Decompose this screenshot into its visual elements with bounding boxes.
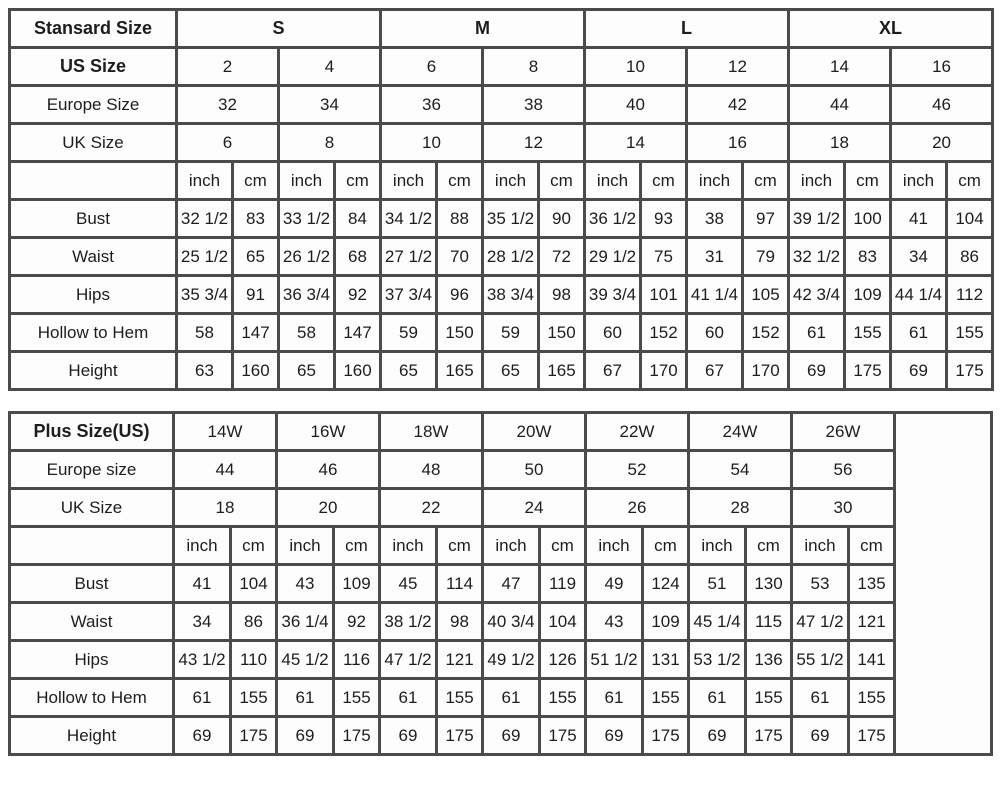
value-cell: cm	[437, 162, 483, 200]
value-cell: 16	[687, 124, 789, 162]
value-cell: cm	[437, 527, 483, 565]
row-label: Height	[10, 717, 174, 755]
value-cell: 65	[483, 352, 539, 390]
value-cell: 126	[540, 641, 586, 679]
corner-empty-cell	[10, 527, 174, 565]
value-cell: 61	[891, 314, 947, 352]
value-cell: 93	[641, 200, 687, 238]
value-cell: 119	[540, 565, 586, 603]
value-cell: 27 1/2	[381, 238, 437, 276]
value-cell: 16W	[277, 413, 380, 451]
value-cell: 97	[743, 200, 789, 238]
value-cell: 104	[947, 200, 993, 238]
value-cell: 60	[687, 314, 743, 352]
value-cell: cm	[845, 162, 891, 200]
value-cell: 152	[641, 314, 687, 352]
value-cell: cm	[743, 162, 789, 200]
value-cell: 36 1/4	[277, 603, 334, 641]
value-cell: 26	[586, 489, 689, 527]
value-cell: 20	[891, 124, 993, 162]
value-cell: 38 3/4	[483, 276, 539, 314]
value-cell: 43	[277, 565, 334, 603]
value-cell: 175	[540, 717, 586, 755]
value-cell: 155	[643, 679, 689, 717]
value-cell: 10	[585, 48, 687, 86]
value-cell: 130	[746, 565, 792, 603]
value-cell: 53	[792, 565, 849, 603]
value-cell: 28	[689, 489, 792, 527]
value-cell: 69	[586, 717, 643, 755]
value-cell: 45	[380, 565, 437, 603]
value-cell: 61	[483, 679, 540, 717]
value-cell: 175	[746, 717, 792, 755]
value-cell: 124	[643, 565, 689, 603]
value-cell: 46	[891, 86, 993, 124]
value-cell: 45 1/2	[277, 641, 334, 679]
value-cell: 26W	[792, 413, 895, 451]
value-cell: 65	[381, 352, 437, 390]
value-cell: 105	[743, 276, 789, 314]
value-cell: inch	[687, 162, 743, 200]
table-row	[10, 314, 993, 352]
value-cell: 175	[231, 717, 277, 755]
value-cell: 35 1/2	[483, 200, 539, 238]
table-row	[10, 238, 993, 276]
value-cell: 68	[335, 238, 381, 276]
value-cell: 51	[689, 565, 746, 603]
value-cell: 91	[233, 276, 279, 314]
value-cell: inch	[279, 162, 335, 200]
value-cell: 58	[279, 314, 335, 352]
value-cell: 2	[177, 48, 279, 86]
table-row	[10, 276, 993, 314]
value-cell: L	[585, 10, 789, 48]
value-cell: 20	[277, 489, 380, 527]
value-cell: 116	[334, 641, 380, 679]
value-cell: 53 1/2	[689, 641, 746, 679]
value-cell: 47 1/2	[792, 603, 849, 641]
value-cell: 150	[437, 314, 483, 352]
value-cell: 98	[437, 603, 483, 641]
value-cell: 30	[792, 489, 895, 527]
value-cell: 37 3/4	[381, 276, 437, 314]
value-cell: 32	[177, 86, 279, 124]
value-cell: cm	[335, 162, 381, 200]
table-row	[10, 451, 992, 489]
value-cell: 40	[585, 86, 687, 124]
value-cell: 69	[174, 717, 231, 755]
value-cell: 31	[687, 238, 743, 276]
value-cell: 18	[789, 124, 891, 162]
value-cell: 50	[483, 451, 586, 489]
table-row	[10, 641, 992, 679]
row-label: Waist	[10, 603, 174, 641]
table-row	[10, 162, 993, 200]
empty-filler-cell	[895, 413, 992, 755]
value-cell: 41	[174, 565, 231, 603]
value-cell: cm	[539, 162, 585, 200]
value-cell: 61	[689, 679, 746, 717]
table-row	[10, 86, 993, 124]
value-cell: inch	[891, 162, 947, 200]
value-cell: S	[177, 10, 381, 48]
value-cell: 42 3/4	[789, 276, 845, 314]
value-cell: 69	[380, 717, 437, 755]
table-row	[10, 352, 993, 390]
table-row	[10, 717, 992, 755]
value-cell: 47 1/2	[380, 641, 437, 679]
value-cell: 114	[437, 565, 483, 603]
value-cell: 155	[437, 679, 483, 717]
value-cell: 92	[334, 603, 380, 641]
value-cell: 175	[849, 717, 895, 755]
value-cell: 39 1/2	[789, 200, 845, 238]
value-cell: 136	[746, 641, 792, 679]
table-row	[10, 10, 993, 48]
row-label: Bust	[10, 200, 177, 238]
value-cell: 152	[743, 314, 789, 352]
value-cell: cm	[641, 162, 687, 200]
value-cell: 43 1/2	[174, 641, 231, 679]
value-cell: 29 1/2	[585, 238, 641, 276]
value-cell: 165	[539, 352, 585, 390]
value-cell: 35 3/4	[177, 276, 233, 314]
value-cell: 109	[334, 565, 380, 603]
value-cell: 14W	[174, 413, 277, 451]
value-cell: 131	[643, 641, 689, 679]
value-cell: 61	[792, 679, 849, 717]
value-cell: 165	[437, 352, 483, 390]
value-cell: cm	[746, 527, 792, 565]
row-label: Stansard Size	[10, 10, 177, 48]
value-cell: cm	[334, 527, 380, 565]
value-cell: 6	[177, 124, 279, 162]
value-cell: 32 1/2	[177, 200, 233, 238]
value-cell: cm	[231, 527, 277, 565]
value-cell: 39 3/4	[585, 276, 641, 314]
value-cell: 41 1/4	[687, 276, 743, 314]
value-cell: 83	[845, 238, 891, 276]
value-cell: 38 1/2	[380, 603, 437, 641]
value-cell: 175	[947, 352, 993, 390]
value-cell: inch	[381, 162, 437, 200]
value-cell: 155	[849, 679, 895, 717]
value-cell: 101	[641, 276, 687, 314]
value-cell: 36 3/4	[279, 276, 335, 314]
value-cell: 41	[891, 200, 947, 238]
value-cell: 24	[483, 489, 586, 527]
value-cell: 86	[231, 603, 277, 641]
value-cell: 155	[334, 679, 380, 717]
value-cell: 59	[483, 314, 539, 352]
value-cell: 155	[746, 679, 792, 717]
corner-empty-cell	[10, 162, 177, 200]
table-row	[10, 124, 993, 162]
value-cell: 20W	[483, 413, 586, 451]
value-cell: 69	[277, 717, 334, 755]
value-cell: inch	[483, 527, 540, 565]
value-cell: 88	[437, 200, 483, 238]
value-cell: 121	[849, 603, 895, 641]
value-cell: 175	[437, 717, 483, 755]
value-cell: 22W	[586, 413, 689, 451]
value-cell: 72	[539, 238, 585, 276]
value-cell: 38	[687, 200, 743, 238]
value-cell: 135	[849, 565, 895, 603]
value-cell: 121	[437, 641, 483, 679]
value-cell: inch	[380, 527, 437, 565]
value-cell: 22	[380, 489, 483, 527]
value-cell: 60	[585, 314, 641, 352]
value-cell: 14	[585, 124, 687, 162]
row-label: UK Size	[10, 489, 174, 527]
table-row	[10, 679, 992, 717]
value-cell: 44	[174, 451, 277, 489]
row-label: US Size	[10, 48, 177, 86]
value-cell: 44	[789, 86, 891, 124]
value-cell: 63	[177, 352, 233, 390]
value-cell: cm	[947, 162, 993, 200]
value-cell: 104	[231, 565, 277, 603]
value-cell: 32 1/2	[789, 238, 845, 276]
value-cell: 155	[231, 679, 277, 717]
value-cell: inch	[586, 527, 643, 565]
value-cell: 16	[891, 48, 993, 86]
plus-size-chart-table	[8, 411, 993, 756]
value-cell: inch	[483, 162, 539, 200]
value-cell: 51 1/2	[586, 641, 643, 679]
row-label: Hips	[10, 641, 174, 679]
value-cell: 65	[233, 238, 279, 276]
value-cell: 58	[177, 314, 233, 352]
value-cell: 69	[689, 717, 746, 755]
row-label: UK Size	[10, 124, 177, 162]
value-cell: 34	[279, 86, 381, 124]
value-cell: 61	[380, 679, 437, 717]
value-cell: 12	[483, 124, 585, 162]
row-label: Europe Size	[10, 86, 177, 124]
value-cell: 46	[277, 451, 380, 489]
table-row	[10, 200, 993, 238]
value-cell: 52	[586, 451, 689, 489]
value-cell: 115	[746, 603, 792, 641]
value-cell: 49 1/2	[483, 641, 540, 679]
value-cell: 67	[585, 352, 641, 390]
row-label: Hollow to Hem	[10, 679, 174, 717]
value-cell: 155	[540, 679, 586, 717]
value-cell: 49	[586, 565, 643, 603]
value-cell: 6	[381, 48, 483, 86]
value-cell: 24W	[689, 413, 792, 451]
value-cell: XL	[789, 10, 993, 48]
value-cell: 112	[947, 276, 993, 314]
value-cell: 155	[947, 314, 993, 352]
value-cell: 43	[586, 603, 643, 641]
value-cell: 61	[789, 314, 845, 352]
value-cell: 141	[849, 641, 895, 679]
value-cell: 175	[643, 717, 689, 755]
row-label: Bust	[10, 565, 174, 603]
value-cell: 155	[845, 314, 891, 352]
value-cell: inch	[689, 527, 746, 565]
table-row	[10, 603, 992, 641]
value-cell: 40 3/4	[483, 603, 540, 641]
value-cell: 69	[789, 352, 845, 390]
value-cell: inch	[174, 527, 231, 565]
value-cell: inch	[177, 162, 233, 200]
row-label: Height	[10, 352, 177, 390]
value-cell: 25 1/2	[177, 238, 233, 276]
value-cell: cm	[643, 527, 689, 565]
value-cell: 175	[334, 717, 380, 755]
value-cell: 92	[335, 276, 381, 314]
value-cell: 147	[335, 314, 381, 352]
value-cell: 65	[279, 352, 335, 390]
value-cell: cm	[540, 527, 586, 565]
value-cell: cm	[233, 162, 279, 200]
value-cell: 170	[743, 352, 789, 390]
value-cell: 67	[687, 352, 743, 390]
value-cell: 61	[174, 679, 231, 717]
value-cell: 100	[845, 200, 891, 238]
value-cell: 54	[689, 451, 792, 489]
value-cell: 4	[279, 48, 381, 86]
value-cell: 147	[233, 314, 279, 352]
value-cell: 160	[335, 352, 381, 390]
row-label: Hips	[10, 276, 177, 314]
table-row	[10, 48, 993, 86]
value-cell: 104	[540, 603, 586, 641]
value-cell: 33 1/2	[279, 200, 335, 238]
value-cell: inch	[585, 162, 641, 200]
value-cell: inch	[789, 162, 845, 200]
value-cell: 56	[792, 451, 895, 489]
value-cell: 10	[381, 124, 483, 162]
value-cell: 45 1/4	[689, 603, 746, 641]
table-row	[10, 565, 992, 603]
value-cell: 36 1/2	[585, 200, 641, 238]
value-cell: 109	[643, 603, 689, 641]
table-row	[10, 527, 992, 565]
value-cell: 90	[539, 200, 585, 238]
value-cell: 48	[380, 451, 483, 489]
value-cell: 36	[381, 86, 483, 124]
value-cell: 38	[483, 86, 585, 124]
value-cell: inch	[277, 527, 334, 565]
value-cell: 44 1/4	[891, 276, 947, 314]
value-cell: 26 1/2	[279, 238, 335, 276]
row-label: Europe size	[10, 451, 174, 489]
value-cell: 79	[743, 238, 789, 276]
value-cell: 18W	[380, 413, 483, 451]
value-cell: 34 1/2	[381, 200, 437, 238]
value-cell: 170	[641, 352, 687, 390]
value-cell: 86	[947, 238, 993, 276]
value-cell: 150	[539, 314, 585, 352]
standard-size-chart-table	[8, 8, 994, 391]
value-cell: 18	[174, 489, 277, 527]
value-cell: inch	[792, 527, 849, 565]
table-row	[10, 489, 992, 527]
value-cell: 110	[231, 641, 277, 679]
value-cell: 61	[586, 679, 643, 717]
value-cell: 14	[789, 48, 891, 86]
value-cell: 34	[174, 603, 231, 641]
value-cell: 109	[845, 276, 891, 314]
value-cell: 55 1/2	[792, 641, 849, 679]
value-cell: cm	[849, 527, 895, 565]
value-cell: 42	[687, 86, 789, 124]
row-label: Plus Size(US)	[10, 413, 174, 451]
value-cell: M	[381, 10, 585, 48]
value-cell: 84	[335, 200, 381, 238]
value-cell: 69	[792, 717, 849, 755]
row-label: Hollow to Hem	[10, 314, 177, 352]
value-cell: 70	[437, 238, 483, 276]
value-cell: 8	[279, 124, 381, 162]
value-cell: 59	[381, 314, 437, 352]
value-cell: 98	[539, 276, 585, 314]
value-cell: 75	[641, 238, 687, 276]
value-cell: 160	[233, 352, 279, 390]
value-cell: 69	[891, 352, 947, 390]
value-cell: 28 1/2	[483, 238, 539, 276]
table-row	[10, 413, 992, 451]
value-cell: 12	[687, 48, 789, 86]
value-cell: 34	[891, 238, 947, 276]
value-cell: 47	[483, 565, 540, 603]
value-cell: 61	[277, 679, 334, 717]
value-cell: 69	[483, 717, 540, 755]
value-cell: 175	[845, 352, 891, 390]
value-cell: 83	[233, 200, 279, 238]
value-cell: 8	[483, 48, 585, 86]
value-cell: 96	[437, 276, 483, 314]
row-label: Waist	[10, 238, 177, 276]
